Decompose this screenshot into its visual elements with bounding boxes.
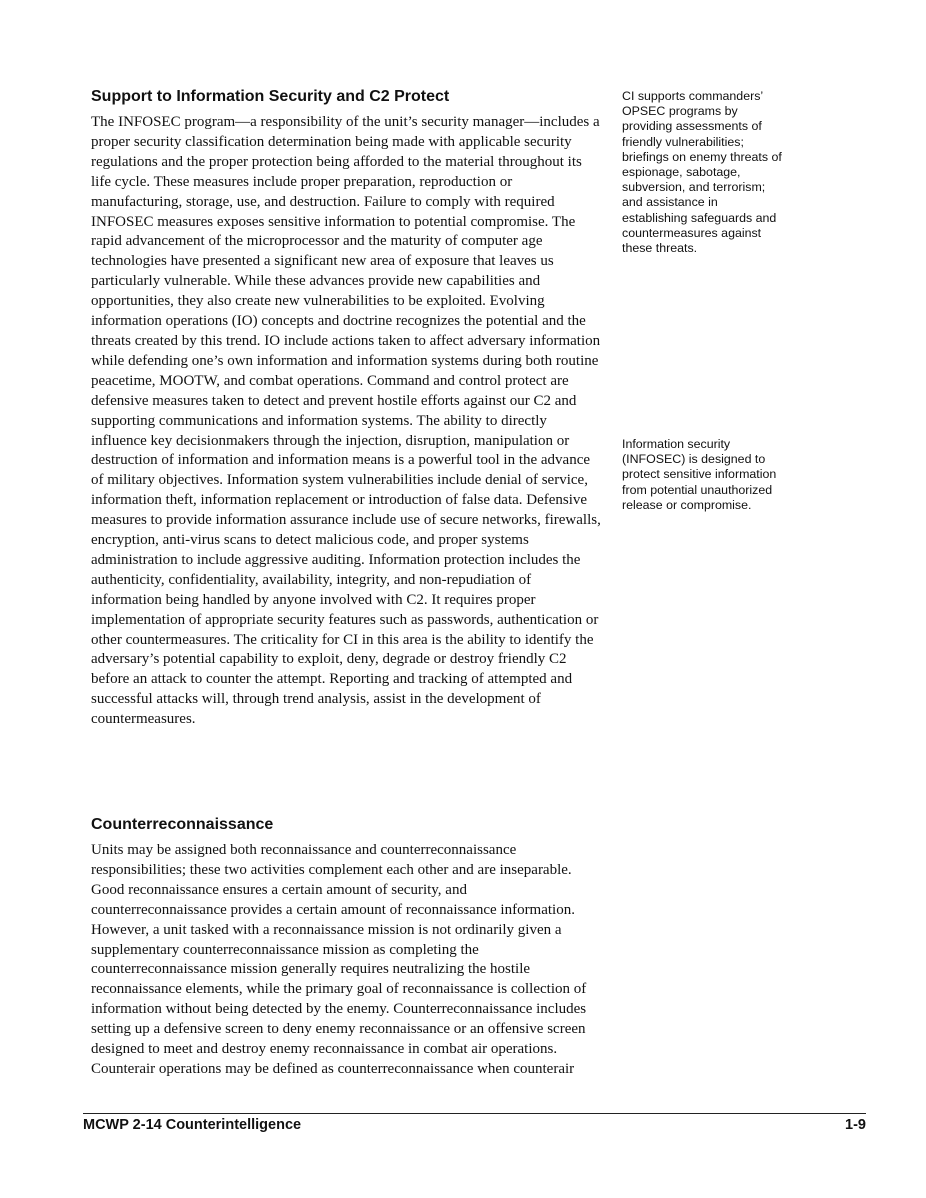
margin-note-opsec: CI supports commanders’ OPSEC programs by providing assessments of friendly vulnerabilities; briefings on enemy threats of espionage, sabotage, subversion, and terrorism; and assistance in establishing safeguards and countermeasures against these threats. <box>622 89 782 256</box>
section-paragraph-counterreconnaissance: Units may be assigned both reconnaissance and counterreconnaissance responsibilities; these two activities complement each other and are inseparable. Good reconnaissance ensures a certain amount of security, and counterreconnaissance provides a certain amount of reconnaissance information. However, a unit tasked with a reconnaissance mission is not ordinarily given a supplementary counterreconnaissance mission as completing the counterreconnaissance mission generally requires neutralizing the hostile reconnaissance elements, while the primary goal of reconnaissance is collection of information without being detected by the enemy. Counterreconnaissance includes setting up a defensive screen to deny enemy reconnaissance or an offensive screen designed to meet and destroy enemy reconnaissance in combat air operations. Counterair operations may be defined as counterreconnaissance when counterair <box>91 842 587 1077</box>
section-paragraph-infosec: The INFOSEC program—a responsibility of the unit’s security manager—includes a proper security classification determination being made with applicable security regulations and the proper protection being afforded to the material throughout its life cycle. These measures include proper preparation, reproduction or manufacturing, storage, use, and destruction. Failure to comply with required INFOSEC measures exposes sensitive information to potential compromise. The rapid advancement of the microprocessor and the maturity of computer age technologies have presented a significant new area of exposure that leaves us particularly vulnerable. While these advances provide new capabilities and opportunities, they also create new vulnerabilities to be exploited. Evolving information operations (IO) concepts and doctrine recognizes the potential and the threats created by this trend. IO include actions taken to affect adversary information while defending one’s own information and information systems during both routine peacetime, MOOTW, and combat operations. Command and control protect are defensive measures taken to detect and prevent hostile efforts against our C2 and supporting communications and information systems. The ability to directly influence key decisionmakers through the injection, disruption, manipulation or destruction of information and information means is a powerful tool in the advance of military objectives. Information system vulnerabilities include denial of service, information theft, information replacement or introduction of false data. Defensive measures to provide information assurance include use of secure networks, firewalls, encryption, anti-virus scans to detect malicious code, and proper systems administration to include aggressive auditing. Information protection includes the authenticity, confidentiality, availability, integrity, and non-repudiation of information being handled by anyone involved with C2. It requires proper implementation of appropriate security features such as passwords, authentication or other countermeasures. The criticality for CI in this area is the ability to identify the adversary’s potential capability to exploit, deny, degrade or destroy friendly C2 before an attack to counter the attempt. Reporting and tracking of attempted and successful attacks will, through trend analysis, assist in the development of countermeasures. <box>91 114 601 728</box>
margin-note-infosec: Information security (INFOSEC) is designed to protect sensitive information from potential unauthorized release or compromise. <box>622 437 777 512</box>
section-heading-infosec: Support to Information Security and C2 Protect <box>91 88 450 105</box>
section-heading-counterreconnaissance: Counterreconnaissance <box>91 816 274 833</box>
footer-divider <box>83 1113 866 1114</box>
footer-document-title: MCWP 2-14 Counterintelligence <box>83 1117 302 1133</box>
footer-page-number: 1-9 <box>845 1117 866 1133</box>
